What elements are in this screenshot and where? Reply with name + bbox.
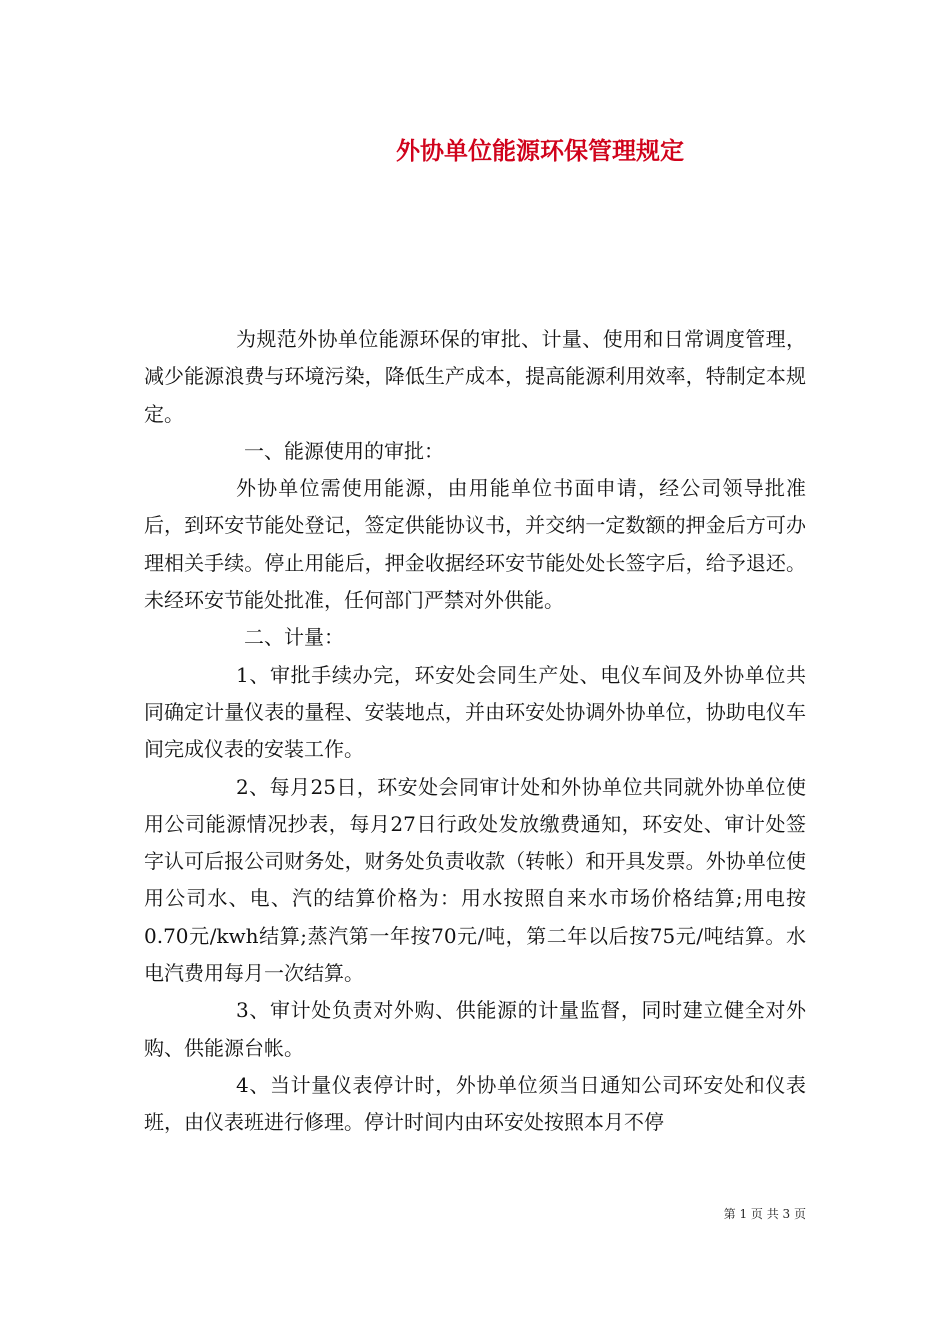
intro-paragraph: 为规范外协单位能源环保的审批、计量、使用和日常调度管理，减少能源浪费与环境污染，降低生产成本，提高能源利用效率，特制定本规定。	[144, 327, 806, 426]
page-footer: 第 1 页 共 3 页	[723, 1207, 806, 1221]
metering-item-2: 2、每月25日，环安处会同审计处和外协单位共同就外协单位使用公司能源情况抄表，每月27日行政处发放缴费通知，环安处、审计处签字认可后报公司财务处，财务处负责收款（转帐）和开具发票。外协单位使用公司水、电、汽的结算价格为：用水按照自来水市场价格结算;用电按0.70元/kwh结算;蒸汽第一年按70元/吨，第二年以后按75元/吨结算。水电汽费用每月一次结算。	[144, 774, 806, 986]
section-heading-metering: 二、计量：	[244, 625, 344, 650]
document-body	[144, 321, 806, 1142]
metering-item-4: 4、当计量仪表停计时，外协单位须当日通知公司环安处和仪表班，由仪表班进行修理。停计时间内由环安处按照本月不停	[144, 1072, 806, 1135]
metering-item-3: 3、审计处负责对外购、供能源的计量监督，同时建立健全对外购、供能源台帐。	[144, 998, 806, 1060]
section-heading-approval: 一、能源使用的审批：	[244, 438, 444, 463]
approval-paragraph: 外协单位需使用能源，由用能单位书面申请，经公司领导批准后，到环安节能处登记，签定供能协议书，并交纳一定数额的押金后方可办理相关手续。停止用能后，押金收据经环安节能处处长签字后，给予退还。未经环安节能处批准，任何部门严禁对外供能。	[144, 476, 806, 613]
document-title: 外协单位能源环保管理规定	[396, 137, 684, 165]
metering-item-1: 1、审批手续办完，环安处会同生产处、电仪车间及外协单位共同确定计量仪表的量程、安装地点，并由环安处协调外协单位，协助电仪车间完成仪表的安装工作。	[144, 662, 806, 762]
